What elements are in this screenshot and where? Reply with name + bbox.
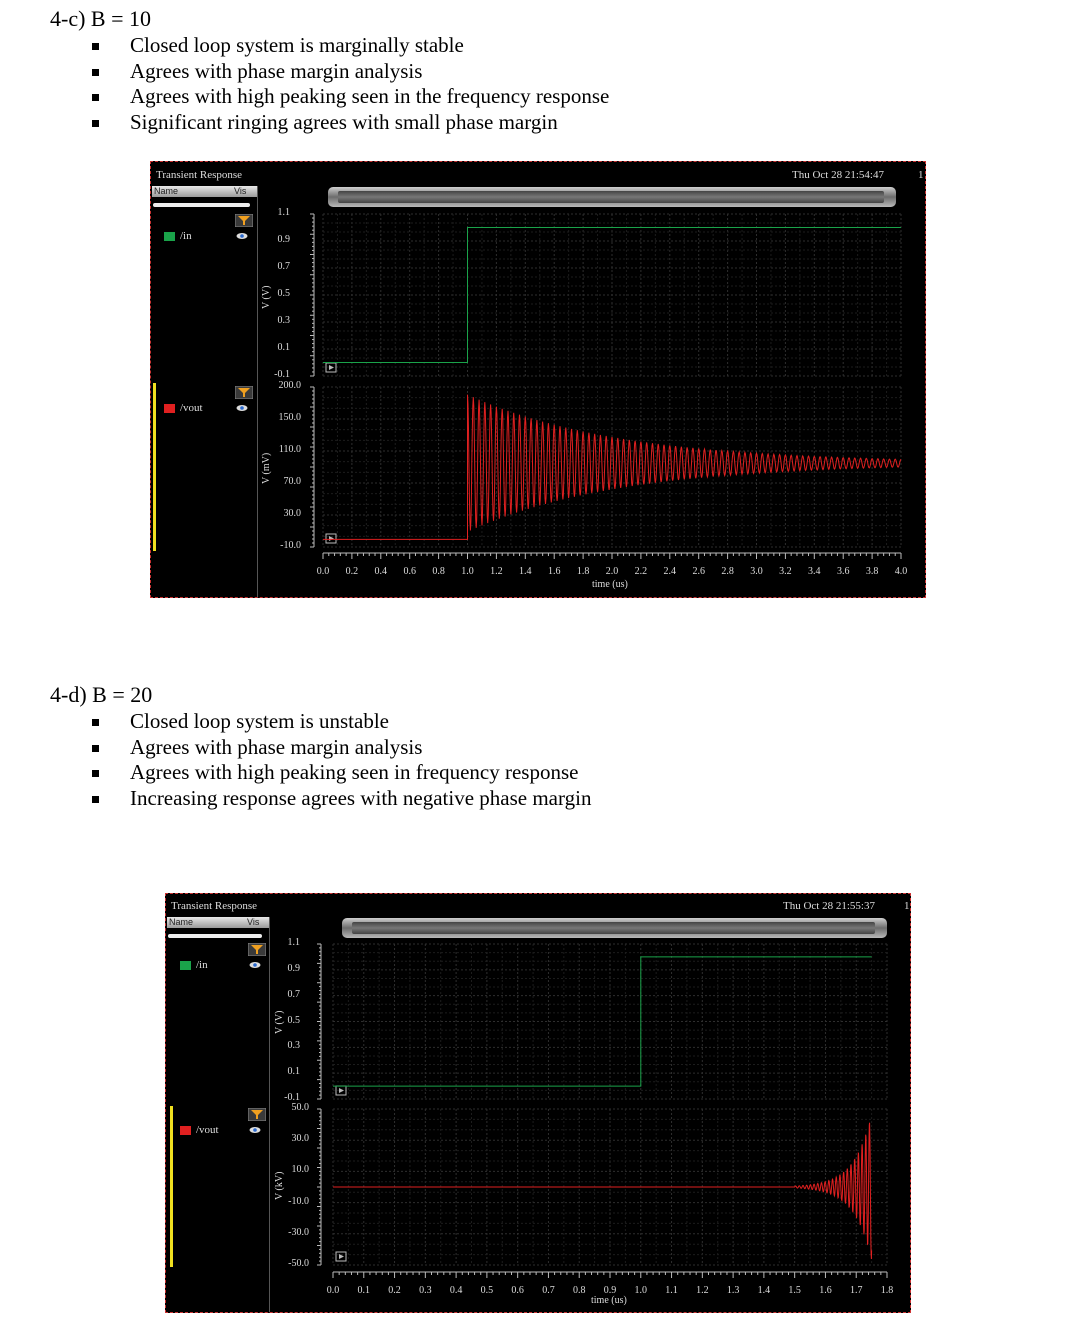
name-column-header: Name: [154, 186, 179, 196]
section-c-heading: 4-c) B = 10: [50, 6, 151, 31]
bullet-square-icon: [92, 719, 99, 726]
grid: [333, 944, 887, 1099]
x-tick-label: 1.0: [461, 566, 474, 577]
y-tick-label: -10.0: [288, 1195, 309, 1207]
y-tick-label: 110.0: [278, 444, 301, 455]
vis-column-header: Vis: [234, 186, 247, 196]
name-column-header: Name: [169, 917, 194, 927]
list-item: [50, 110, 609, 136]
y-tick-label: -30.0: [288, 1226, 309, 1238]
x-tick-label: 1.6: [547, 566, 561, 577]
x-tick-label: 2.8: [721, 566, 734, 577]
x-tick-label: 3.4: [808, 566, 821, 577]
x-tick-label: 1.0: [634, 1285, 648, 1296]
bullet-text: Agrees with phase margin analysis: [130, 58, 423, 83]
x-tick-label: 1.3: [726, 1285, 740, 1296]
x-tick-label: 0.4: [374, 566, 388, 577]
y-tick-label: 0.3: [287, 1040, 300, 1052]
x-tick-label: 3.0: [750, 566, 763, 577]
list-item: [50, 735, 591, 761]
x-tick-label: 1.8: [576, 566, 590, 577]
x-tick-label: 2.2: [634, 566, 648, 577]
transient-response-window-d: [165, 893, 911, 1313]
grid: [323, 214, 901, 376]
list-item: [50, 33, 609, 59]
y-tick-label: -0.1: [284, 1092, 300, 1103]
bullet-text: Closed loop system is unstable: [130, 709, 389, 733]
y-axis-label-bottom: V (kV): [274, 1171, 285, 1200]
x-tick-label: 4.0: [894, 566, 908, 577]
signal-in-label: /in: [196, 959, 208, 971]
y-tick-label: 0.5: [287, 1014, 300, 1026]
x-tick-label: 0.3: [419, 1285, 432, 1296]
bullet-text: Significant ringing agrees with small phase margin: [130, 109, 558, 134]
y-axis-label-top: V (V): [274, 1010, 285, 1034]
x-tick-label: 0.8: [572, 1285, 586, 1296]
x-tick-label: 0.4: [449, 1285, 463, 1296]
y-tick-label: 0.5: [277, 288, 290, 299]
section-d-bullets: [50, 709, 591, 811]
y-tick-label: 1.1: [287, 937, 300, 948]
x-axis-label: time (us): [591, 1295, 627, 1306]
y-tick-label: 0.1: [277, 342, 290, 353]
grid: [323, 387, 901, 547]
x-tick-label: 1.5: [788, 1285, 801, 1296]
bullet-text: Closed loop system is marginally stable: [130, 33, 464, 57]
x-tick-label: 0.7: [542, 1285, 555, 1296]
x-tick-label: 1.4: [519, 566, 532, 577]
y-tick-label: -50.0: [288, 1258, 309, 1269]
bullet-text: Agrees with high peaking seen in frequency response: [130, 760, 579, 784]
x-tick-label: 0.6: [511, 1285, 524, 1296]
timestamp: Thu Oct 28 21:55:37: [783, 900, 875, 912]
x-tick-label: 1.7: [849, 1285, 863, 1296]
play-marker-icon: [336, 1252, 346, 1261]
x-tick-label: 0.6: [403, 566, 416, 577]
list-item: [50, 84, 609, 110]
transient-response-window-c: [150, 161, 926, 598]
x-tick-label: 0.2: [388, 1285, 401, 1296]
x-tick-label: 0.0: [326, 1285, 340, 1296]
y-tick-label: 50.0: [291, 1102, 309, 1113]
series-vout-line: [333, 1123, 872, 1259]
y-tick-label: 200.0: [278, 380, 301, 391]
y-tick-label: 0.9: [287, 962, 300, 974]
x-tick-label: 0.9: [603, 1285, 617, 1296]
x-tick-label: 1.1: [665, 1285, 678, 1296]
signal-out-label: /vout: [196, 1124, 219, 1136]
timestamp: Thu Oct 28 21:54:47: [792, 169, 884, 181]
x-tick-label: 0.5: [480, 1285, 494, 1296]
x-tick-label: 2.6: [692, 566, 705, 577]
x-tick-label: 1.6: [819, 1285, 832, 1296]
x-tick-label: 1.8: [880, 1285, 894, 1296]
y-tick-label: 1.1: [277, 207, 290, 218]
window-title: Transient Response: [156, 169, 243, 181]
section-c-bullets: [50, 33, 609, 135]
bullet-square-icon: [92, 43, 99, 50]
x-tick-label: 3.2: [779, 566, 792, 577]
y-tick-label: 0.9: [277, 234, 290, 245]
x-tick-label: 2.0: [605, 566, 619, 577]
bullet-text: Agrees with high peaking seen in the frequency response: [130, 84, 610, 108]
y-axis-label-bottom: V (mV): [261, 452, 272, 484]
y-tick-label: 30.0: [283, 508, 301, 519]
bullet-square-icon: [92, 120, 99, 127]
window-title: Transient Response: [171, 900, 258, 912]
x-tick-label: 0.0: [316, 566, 330, 577]
x-axis-label: time (us): [592, 579, 628, 590]
list-item: [50, 59, 609, 85]
y-tick-label: 0.3: [277, 315, 290, 326]
x-tick-label: 1.2: [490, 566, 503, 577]
y-tick-label: 0.7: [277, 261, 290, 272]
edge-char: 1: [904, 900, 910, 912]
list-item: [50, 760, 591, 786]
y-tick-label: -0.1: [274, 369, 290, 380]
bullet-square-icon: [92, 770, 99, 777]
vis-column-header: Vis: [247, 917, 260, 927]
bullet-square-icon: [92, 69, 99, 76]
y-tick-label: 30.0: [291, 1133, 309, 1145]
bullet-text: Agrees with phase margin analysis: [130, 734, 423, 759]
y-tick-label: 0.7: [287, 988, 300, 1000]
section-d-heading: 4-d) B = 20: [50, 682, 153, 707]
bullet-square-icon: [92, 796, 99, 803]
list-item: [50, 786, 591, 812]
y-tick-label: 10.0: [291, 1164, 309, 1176]
signal-in-label: /in: [180, 230, 192, 242]
edge-char: 1: [918, 169, 924, 181]
y-tick-label: 0.1: [287, 1066, 300, 1078]
y-tick-label: -10.0: [280, 540, 301, 551]
x-tick-label: 2.4: [663, 566, 677, 577]
x-tick-label: 0.2: [345, 566, 359, 577]
list-item: [50, 709, 591, 735]
y-tick-label: 150.0: [278, 412, 301, 423]
x-tick-label: 1.2: [696, 1285, 709, 1296]
bullet-text: Increasing response agrees with negative phase margin: [130, 785, 592, 810]
y-tick-label: 70.0: [283, 476, 301, 487]
play-marker-icon: [326, 534, 336, 543]
x-tick-label: 1.4: [757, 1285, 771, 1296]
bullet-square-icon: [92, 745, 99, 752]
signal-out-label: /vout: [180, 402, 203, 414]
bullet-square-icon: [92, 94, 99, 101]
y-axis-label-top: V (V): [261, 285, 272, 309]
x-tick-label: 0.8: [432, 566, 445, 577]
x-tick-label: 3.6: [836, 566, 850, 577]
x-tick-label: 0.1: [357, 1285, 371, 1296]
x-tick-label: 3.8: [865, 566, 879, 577]
